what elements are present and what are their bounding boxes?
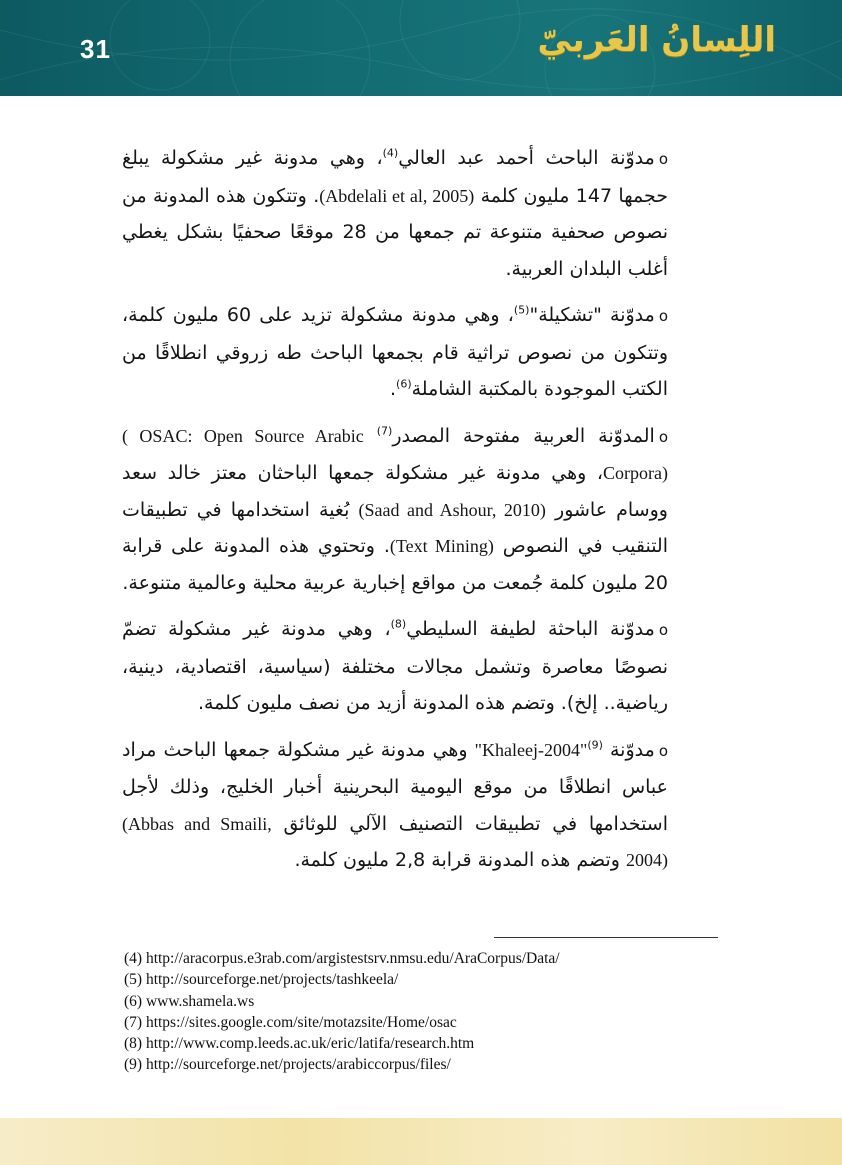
- body-text: مدوّنة "تشكيلة": [529, 304, 655, 326]
- footnote-divider: [494, 937, 718, 938]
- body-text: .: [389, 378, 397, 400]
- latin-citation: (Abdelali et al, 2005): [319, 185, 475, 206]
- bullet-marker: o: [658, 150, 669, 168]
- body-text: . وتحتوي هذه المدونة على قرابة 20 مليون كلمة جُمعت من مواقع إخبارية عربية محلية وعالمية متنوعة.: [122, 535, 668, 594]
- footnote-item: (8) http://www.comp.leeds.ac.uk/eric/latifa/research.htm: [124, 1035, 475, 1053]
- page-number: 31: [80, 34, 111, 64]
- footnote-ref: (4): [382, 146, 399, 160]
- body-text: ، وهي مدونة مشكولة تزيد على 60 مليون كلمة، وتتكون من نصوص تراثية قام بجمعها الباحث طه زروقي انطلاقًا من الكتب الموجودة بالمكتبة الشاملة: [122, 304, 668, 400]
- bullet-marker: o: [658, 741, 668, 760]
- body-text: مدوّنة الباحث أحمد عبد العالي: [398, 147, 655, 169]
- footnote-ref: (8): [390, 617, 407, 631]
- body-text: . وتتكون هذه المدونة من نصوص صحفية متنوعة تم جمعها من 28 موقعًا صحفيًا بشكل يغطي أغلب البلدان العربية.: [122, 184, 668, 280]
- latin-citation: (Text Mining): [389, 536, 494, 556]
- body-text: وهي مدونة غير مشكولة جمعها الباحث مراد عباس انطلاقًا من موقع اليومية البحرينية أخبار الخليج، وذلك لأجل استخدامها في تطبيقات التصنيف الآلي للوثائق: [122, 738, 669, 835]
- bullet-marker: o: [658, 621, 668, 639]
- body-text: ، وهي مدونة غير مشكولة تضمّ نصوصًا معاصرة وتشمل مجالات مختلفة (سياسية، اقتصادية، دينية، رياضية.. إلخ). وتضم هذه المدونة أزيد من نصف مليون كلمة.: [122, 618, 668, 714]
- bullet-marker: o: [658, 427, 668, 446]
- body-text: ، وهي مدونة غير مشكولة جمعها الباحثان معتز خالد سعد ووسام عاشور: [122, 462, 668, 521]
- body-text: المدوّنة العربية مفتوحة المصدر: [392, 424, 655, 447]
- footnote-item: (7) https://sites.google.com/site/motazsite/Home/osac: [124, 1013, 457, 1031]
- footnotes: [124, 948, 724, 1076]
- footnote-item: (5) http://sourceforge.net/projects/tashkeela/: [124, 971, 399, 989]
- body-text: مدوّنة: [602, 738, 655, 761]
- footnote-item: (4) http://aracorpus.e3rab.com/argistestsrv.nmsu.edu/AraCorpus/Data/: [124, 950, 560, 967]
- bullet-item: [122, 297, 668, 408]
- bullet-item: [122, 418, 668, 602]
- latin-citation: "Khaleej-2004": [474, 739, 588, 760]
- article-body: [122, 140, 668, 889]
- bullet-marker: o: [658, 307, 669, 325]
- body-text: بُغية استخدامها في تطبيقات التنقيب في النصوص: [122, 498, 669, 557]
- body-text: ، وهي مدونة غير مشكولة يبلغ حجمها 147 مليون كلمة: [122, 147, 668, 207]
- bullet-item: [122, 140, 668, 287]
- magazine-logo: اللِسانُ العَربيّ: [537, 20, 776, 60]
- page-header: [0, 0, 842, 96]
- latin-citation: ( OSAC: Open Source Arabic Corpora): [122, 425, 668, 483]
- body-text: مدوّنة الباحثة لطيفة السليطي: [406, 618, 655, 640]
- latin-citation: (Abbas and Smaili, 2004): [122, 813, 668, 870]
- latin-citation: (Saad and Ashour, 2010): [358, 499, 546, 520]
- footer-band: [0, 1118, 842, 1165]
- body-text: وتضم هذه المدونة قرابة 2,8 مليون كلمة.: [294, 849, 626, 871]
- bullet-item: [122, 611, 668, 722]
- footnote-item: (9) http://sourceforge.net/projects/arabiccorpus/files/: [124, 1056, 451, 1074]
- footnote-ref: (5): [513, 303, 530, 317]
- body-text: [364, 425, 377, 447]
- footnote-item: (6) www.shamela.ws: [124, 992, 255, 1010]
- footnote-ref: (6): [396, 377, 412, 391]
- bullet-item: [122, 732, 668, 879]
- footnote-ref: (7): [376, 424, 393, 438]
- footnote-ref: (9): [587, 738, 603, 752]
